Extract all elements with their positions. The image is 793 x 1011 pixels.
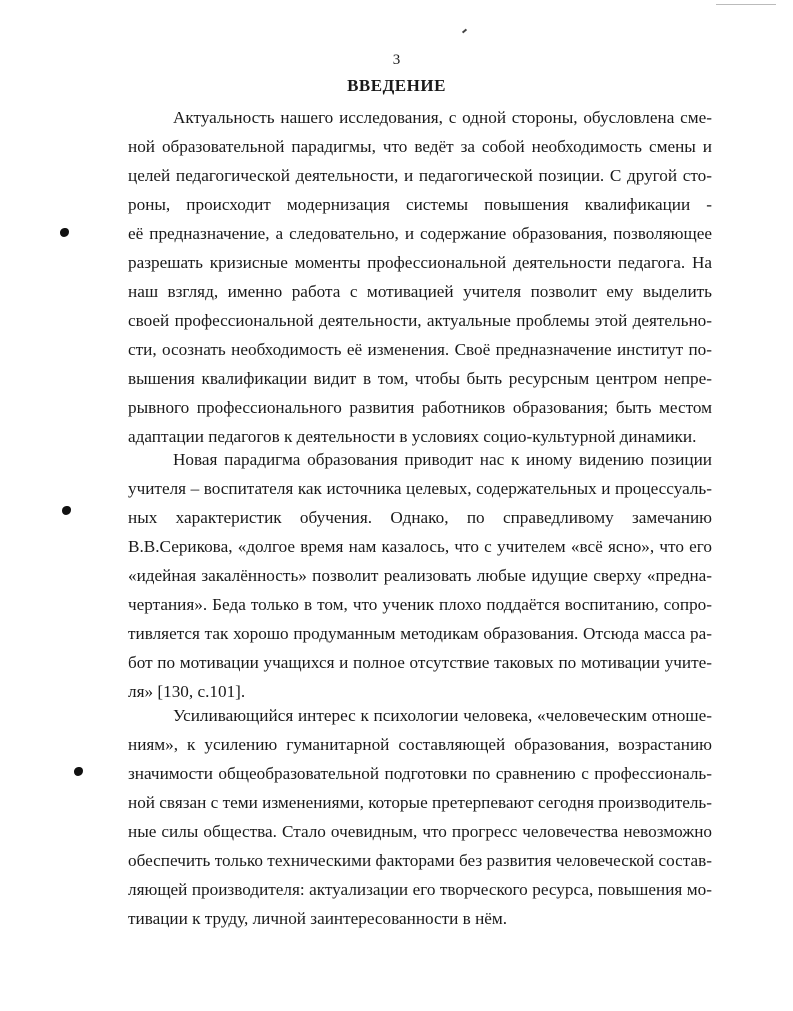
text-line: ля» [130, с.101]. — [128, 682, 246, 701]
scan-speck — [462, 29, 467, 34]
text-line: роны, происходит модернизация системы повышения квалификации - — [128, 195, 712, 214]
text-line: «идейная закалённость» позволит реализовать любые идущие сверху «предна- — [128, 566, 712, 585]
paragraph-human-factor — [128, 701, 712, 933]
text-line: рывного профессионального развития работников образования; быть местом — [128, 398, 712, 417]
scan-edge-line — [716, 4, 776, 5]
paragraph-paradigm — [128, 445, 712, 706]
text-line: разрешать кризисные моменты профессиональной деятельности педагога. На — [128, 253, 712, 272]
punch-hole-mark — [60, 228, 69, 237]
text-line: Актуальность нашего исследования, с одной стороны, обусловлена сме- — [173, 108, 712, 127]
text-line: Новая парадигма образования приводит нас к иному видению позиции — [173, 450, 712, 469]
text-line: сти, осознать необходимость её изменения. Своё предназначение институт по- — [128, 340, 712, 359]
text-line: тивляется так хорошо продуманным методикам образования. Отсюда масса ра- — [128, 624, 712, 643]
text-line: обеспечить только техническими факторами без развития человеческой состав- — [128, 851, 712, 870]
text-line: учителя – воспитателя как источника целевых, содержательных и процессуаль- — [128, 479, 712, 498]
page-number: 3 — [392, 52, 401, 68]
text-line: значимости общеобразовательной подготовки по сравнению с профессиональ- — [128, 764, 712, 783]
text-line: ной образовательной парадигмы, что ведёт за собой необходимость смены и — [128, 137, 712, 156]
text-line: В.В.Серикова, «долгое время нам казалось, что с учителем «всё ясно», что его — [128, 537, 712, 556]
text-line: Усиливающийся интерес к психологии человека, «человеческим отноше- — [173, 706, 712, 725]
text-line: ниям», к усилению гуманитарной составляющей образования, возрастанию — [128, 735, 712, 754]
text-line: чертания». Беда только в том, что ученик плохо поддаётся воспитанию, сопро- — [128, 595, 712, 614]
text-line: бот по мотивации учащихся и полное отсутствие таковых по мотивации учите- — [128, 653, 712, 672]
text-line: адаптации педагогов к деятельности в условиях социо-культурной динамики. — [128, 427, 697, 446]
text-line: её предназначение, а следовательно, и содержание образования, позволяющее — [128, 224, 712, 243]
punch-hole-mark — [62, 506, 71, 515]
text-line: ных характеристик обучения. Однако, по справедливому замечанию — [128, 508, 712, 527]
text-line: тивации к труду, личной заинтересованности в нём. — [128, 909, 508, 928]
page-title: ВВЕДЕНИЕ — [347, 76, 446, 95]
text-line: вышения квалификации видит в том, чтобы быть ресурсным центром непре- — [128, 369, 712, 388]
text-line: ляющей производителя: актуализации его творческого ресурса, повышения мо- — [128, 880, 712, 899]
punch-hole-mark — [74, 767, 83, 776]
text-line: целей педагогической деятельности, и педагогической позиции. С другой сто- — [128, 166, 712, 185]
text-line: ной связан с теми изменениями, которые претерпевают сегодня производитель- — [128, 793, 712, 812]
paragraph-relevance — [128, 103, 712, 451]
text-line: ные силы общества. Стало очевидным, что прогресс человечества невозможно — [128, 822, 712, 841]
text-line: наш взгляд, именно работа с мотивацией учителя позволит ему выделить — [128, 282, 712, 301]
text-line: своей профессиональной деятельности, актуальные проблемы этой деятельно- — [128, 311, 712, 330]
